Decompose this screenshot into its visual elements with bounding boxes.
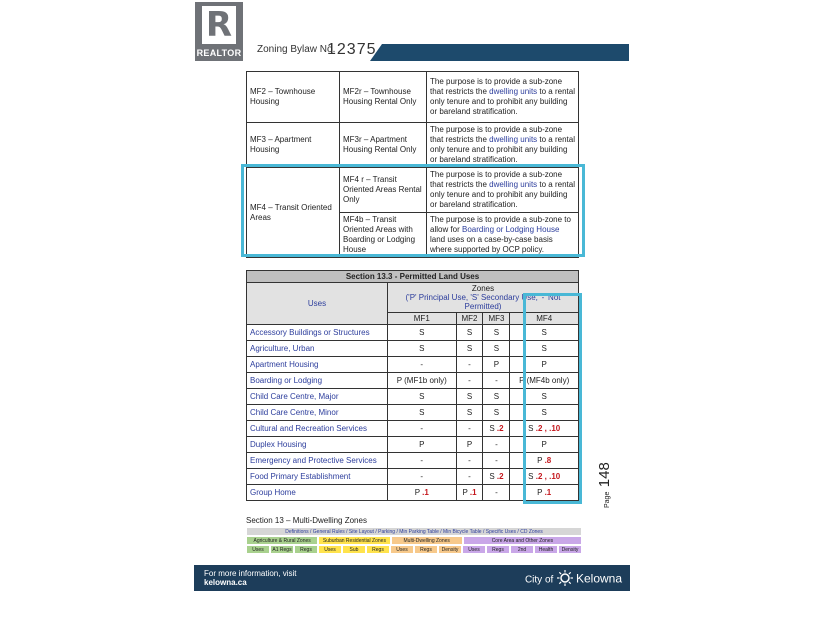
- footnote-ref[interactable]: .2: [496, 424, 504, 433]
- footer-bar: [194, 565, 630, 591]
- realtor-logo: R REALTOR: [195, 2, 243, 61]
- cell-mf3: S: [483, 325, 510, 341]
- nav-tab[interactable]: Regs: [366, 545, 390, 554]
- cell-mf2: S: [456, 389, 483, 405]
- cell-mf4: P .8: [510, 453, 579, 469]
- mf4-column-highlight: [523, 293, 582, 504]
- table-title-row: [247, 271, 579, 283]
- uses-header: Uses: [247, 283, 388, 325]
- cell-mf1: S: [388, 389, 457, 405]
- city-logo: City of Kelowna: [525, 570, 622, 589]
- footer-website-link[interactable]: kelowna.ca: [204, 578, 247, 587]
- cell-mf2: S: [456, 325, 483, 341]
- cell-mf2: S: [456, 405, 483, 421]
- footnote-ref[interactable]: .2 , .10: [535, 424, 561, 433]
- subzone-cell: MF4b – Transit Oriented Areas with Boarding or Lodging House: [340, 213, 427, 258]
- cell-mf1: -: [388, 421, 457, 437]
- footer-info-line: For more information, visit: [204, 569, 297, 578]
- cell-mf1: -: [388, 357, 457, 373]
- use-name[interactable]: Agriculture, Urban: [247, 341, 388, 357]
- table-row: [247, 123, 579, 168]
- column-header-mf2: MF2: [456, 313, 483, 325]
- use-name[interactable]: Accessory Buildings or Structures: [247, 325, 388, 341]
- cell-mf3: -: [483, 453, 510, 469]
- column-header-mf1: MF1: [388, 313, 457, 325]
- nav-tab[interactable]: 2nd: [510, 545, 534, 554]
- nav-tab[interactable]: Regs: [294, 545, 318, 554]
- dwelling-units-link[interactable]: dwelling units: [489, 87, 538, 96]
- zone-cell: MF2 – Townhouse Housing: [247, 72, 340, 123]
- nav-tab[interactable]: Uses: [390, 545, 414, 554]
- cell-mf1: P (MF1b only): [388, 373, 457, 389]
- footnote-ref[interactable]: .1: [544, 488, 552, 497]
- bylaw-label: Zoning Bylaw No.: [257, 44, 336, 55]
- cell-mf1: S: [388, 325, 457, 341]
- use-name[interactable]: Child Care Centre, Major: [247, 389, 388, 405]
- nav-tab[interactable]: Regs: [486, 545, 510, 554]
- cell-mf4: S .2 , .10: [510, 469, 579, 485]
- cell-mf3: P: [483, 357, 510, 373]
- cell-mf2: -: [456, 373, 483, 389]
- nav-tab[interactable]: Density: [438, 545, 462, 554]
- cell-mf3: S .2: [483, 421, 510, 437]
- zone-navigation: [246, 527, 582, 554]
- cell-mf4: S: [510, 405, 579, 421]
- zones-legend: ('P' Principal Use, 'S' Secondary Use, '-' Not Permitted): [405, 293, 561, 311]
- footnote-ref[interactable]: .2: [496, 472, 504, 481]
- zone-cell: MF3 – Apartment Housing: [247, 123, 340, 168]
- cell-mf4: S: [510, 325, 579, 341]
- cell-mf3: S: [483, 405, 510, 421]
- subzone-cell: MF2r – Townhouse Housing Rental Only: [340, 72, 427, 123]
- header-bar: [370, 44, 629, 61]
- cell-mf1: P .1: [388, 485, 457, 501]
- use-name[interactable]: Apartment Housing: [247, 357, 388, 373]
- use-name[interactable]: Child Care Centre, Minor: [247, 405, 388, 421]
- nav-group-label: Suburban Residential Zones: [318, 536, 390, 545]
- subzone-cell: MF3r – Apartment Housing Rental Only: [340, 123, 427, 168]
- footnote-ref[interactable]: .1: [469, 488, 477, 497]
- zones-header: Zones ('P' Principal Use, 'S' Secondary Use, '-' Not Permitted): [388, 283, 579, 313]
- bylaw-number: 12375: [327, 41, 377, 58]
- cell-mf2: -: [456, 453, 483, 469]
- cell-mf3: -: [483, 437, 510, 453]
- page-number: Page 148: [596, 462, 613, 508]
- purpose-cell: The purpose is to provide a sub-zone that restricts the dwelling units to a rental only tenure and to prohibit any building or bareland stratification.: [427, 72, 579, 123]
- nav-tab[interactable]: Regs: [414, 545, 438, 554]
- cell-mf1: -: [388, 453, 457, 469]
- cell-mf4: P: [510, 357, 579, 373]
- purpose-cell: The purpose is to provide a sub-zone to allow for Boarding or Lodging House land uses on a case-by-case basis where supported by OCP policy.: [427, 213, 579, 258]
- cell-mf3: S: [483, 341, 510, 357]
- section-label: Section 13 – Multi-Dwelling Zones: [246, 516, 367, 525]
- cell-mf2: P: [456, 437, 483, 453]
- footnote-ref[interactable]: .1: [422, 488, 429, 497]
- cell-mf4: S .2 , .10: [510, 421, 579, 437]
- dwelling-units-link[interactable]: dwelling units: [489, 180, 538, 189]
- cell-mf2: P .1: [456, 485, 483, 501]
- purpose-cell: The purpose is to provide a sub-zone that restricts the dwelling units to a rental only tenure and to prohibit any building or bareland stratification.: [427, 168, 579, 213]
- nav-tab[interactable]: Uses: [246, 545, 270, 554]
- cell-mf1: S: [388, 341, 457, 357]
- city-sunburst-icon: [557, 570, 573, 589]
- cell-mf1: S: [388, 405, 457, 421]
- cell-mf4: S: [510, 341, 579, 357]
- use-name[interactable]: Emergency and Protective Services: [247, 453, 388, 469]
- nav-group-label: Core Area and Other Zones: [463, 536, 582, 545]
- cell-mf3: S: [483, 389, 510, 405]
- table-row: [247, 72, 579, 123]
- dwelling-units-link[interactable]: dwelling units: [489, 135, 538, 144]
- use-name[interactable]: Boarding or Lodging: [247, 373, 388, 389]
- boarding-lodging-link[interactable]: Boarding or Lodging House: [462, 225, 560, 234]
- nav-tab[interactable]: A1 Regs: [270, 545, 294, 554]
- nav-group-label: Multi-Dwelling Zones: [391, 536, 463, 545]
- nav-general-links[interactable]: Definitions / General Rules / Site Layout / Parking / Min Parking Table / Min Bicycle Table / Specific Uses / CD Zones: [246, 527, 582, 536]
- cell-mf2: -: [456, 357, 483, 373]
- cell-mf3: S .2: [483, 469, 510, 485]
- nav-tab[interactable]: Density: [558, 545, 582, 554]
- table-title: Section 13.3 - Permitted Land Uses: [247, 271, 579, 283]
- purpose-cell: The purpose is to provide a sub-zone that restricts the dwelling units to a rental only tenure and to prohibit any building or bareland stratification.: [427, 123, 579, 168]
- cell-mf3: -: [483, 373, 510, 389]
- use-name[interactable]: Duplex Housing: [247, 437, 388, 453]
- cell-mf4: S: [510, 389, 579, 405]
- footnote-ref[interactable]: .2 , .10: [535, 472, 561, 481]
- column-header-mf4: MF4: [510, 313, 579, 325]
- cell-mf4: P .1: [510, 485, 579, 501]
- cell-mf1: P: [388, 437, 457, 453]
- nav-group-label: Agriculture & Rural Zones: [246, 536, 318, 545]
- cell-mf4: P: [510, 437, 579, 453]
- column-header-mf3: MF3: [483, 313, 510, 325]
- realtor-logo-text: REALTOR: [196, 48, 242, 58]
- nav-tab[interactable]: Health: [534, 545, 558, 554]
- use-name[interactable]: Food Primary Establishment: [247, 469, 388, 485]
- cell-mf3: -: [483, 485, 510, 501]
- cell-mf2: -: [456, 469, 483, 485]
- cell-mf2: -: [456, 421, 483, 437]
- cell-mf2: S: [456, 341, 483, 357]
- zone-cell: MF4 – Transit Oriented Areas: [247, 168, 340, 258]
- nav-tab[interactable]: Uses: [462, 545, 486, 554]
- footnote-ref[interactable]: .8: [544, 456, 552, 465]
- cell-mf1: -: [388, 469, 457, 485]
- use-name[interactable]: Cultural and Recreation Services: [247, 421, 388, 437]
- subzone-cell: MF4 r – Transit Oriented Areas Rental Only: [340, 168, 427, 213]
- mf4-highlight-box: [241, 164, 585, 257]
- cell-mf4: P (MF4b only): [510, 373, 579, 389]
- nav-tab[interactable]: Sub: [342, 545, 366, 554]
- use-name[interactable]: Group Home: [247, 485, 388, 501]
- nav-tab[interactable]: Uses: [318, 545, 342, 554]
